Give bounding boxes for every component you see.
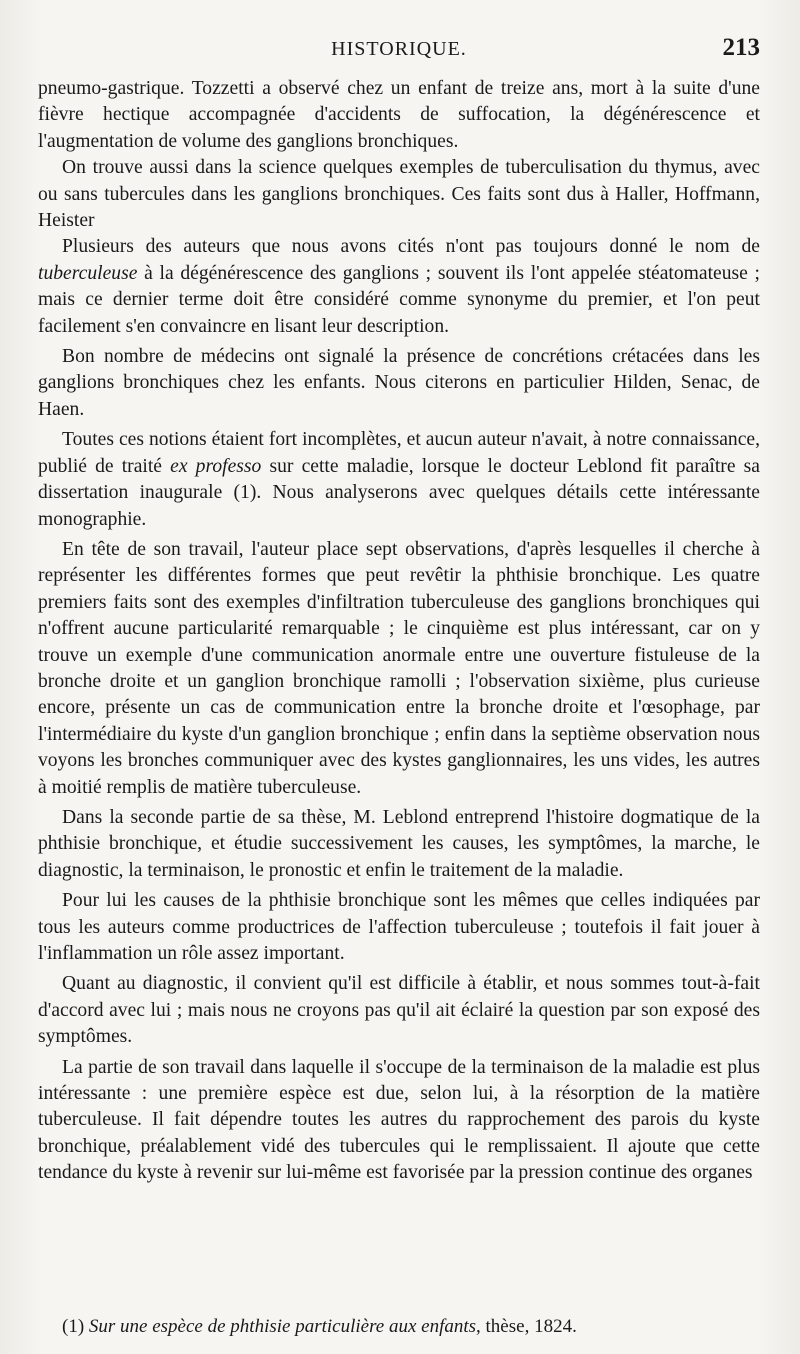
paragraph (38, 805, 760, 884)
text-run: Toutes ces notions étaient fort incomplètes, et aucun auteur n'avait, à notre connaissance, publié de traité (38, 429, 760, 477)
footnote (62, 1316, 760, 1338)
text-run: sur cette maladie, lorsque le docteur Leblond fit paraître sa dissertation inaugurale (1). Nous analyserons avec quelques détails cette intéressante monographie. (38, 455, 760, 530)
body-text (38, 76, 760, 1187)
paragraph (38, 234, 760, 340)
italic-text: tuberculeuse (38, 262, 138, 284)
paragraph (38, 427, 760, 533)
paragraph (38, 537, 760, 801)
footnote-marker: (1) (62, 1316, 89, 1337)
text-run: Quant au diagnostic, il convient qu'il est difficile à établir, et nous sommes tout-à-fait d'accord avec lui ; mais nous ne croyons pas qu'il ait éclairé la question par son exposé des symptômes. (38, 973, 760, 1048)
text-run: On trouve aussi dans la science quelques exemples de tuberculisation du thymus, avec ou sans tubercules dans les ganglions bronchiques. Ces faits sont dus à Haller, Hoffmann, Heister (38, 157, 760, 232)
footnote-rest: , thèse, 1824. (476, 1316, 577, 1337)
text-run: à la dégénérescence des ganglions ; souvent ils l'ont appelée stéatomateuse ; mais ce dernier terme doit être considéré comme synonyme du premier, et l'on peut facilement s'en convaincre en lisant leur description. (38, 262, 760, 337)
text-run: Bon nombre de médecins ont signalé la présence de concrétions crétacées dans les ganglions bronchiques chez les enfants. Nous citerons en particulier Hilden, Senac, de Haen. (38, 346, 760, 420)
text-run: La partie de son travail dans laquelle il s'occupe de la terminaison de la maladie est plus intéressante : une première espèce est due, selon lui, à la résorption de la matière tuberculeuse. Il fait dépendre toutes les autres du rapprochement des parois du kyste bronchique, préalablement vidé des tubercules qui le remplissaient. Il ajoute que cette tendance du kyste à revenir sur lui-même est favorisée par la pression continue des organes (38, 1056, 760, 1184)
page-number: 213 (722, 34, 760, 61)
paragraph (38, 155, 760, 234)
paragraph (38, 888, 760, 967)
paragraph (38, 76, 760, 155)
text-run: Plusieurs des auteurs que nous avons cités n'ont pas toujours donné le nom de (62, 236, 760, 258)
text-run: Pour lui les causes de la phthisie bronchique sont les mêmes que celles indiquées par tous les auteurs comme productrices de l'affection tuberculeuse ; toutefois il fait jouer à l'inflammation un rôle assez important. (38, 890, 760, 964)
paragraph (38, 344, 760, 423)
text-run: En tête de son travail, l'auteur place sept observations, d'après lesquelles il cherche à représenter les différentes formes que peut revêtir la phthisie bronchique. Les quatre premiers faits sont des exemples d'infiltration tuberculeuse des ganglions bronchiques qui n'offrent aucune particularité remarquable ; le cinquième est plus intéressant, car on y trouve un exemple d'une communication anormale entre une ouverture fistuleuse de la bronche droite et un ganglion bronchique ramolli ; l'observation sixième, plus curieuse encore, présente un cas de communication entre la bronche droite et l'œsophage, par l'intermédiaire du kyste d'un ganglion bronchique ; enfin dans la septième observation nous voyons les bronches communiquer avec des kystes ganglionnaires, les uns vides, les autres à moitié remplis de matière tuberculeuse. (38, 538, 760, 798)
text-run: pneumo-gastrique. Tozzetti a observé chez un enfant de treize ans, mort à la suite d'une fièvre hectique accompagnée d'accidents de suffocation, la dégénérescence et l'augmentation de volume des ganglions bronchiques. (38, 78, 760, 152)
text-run: Dans la seconde partie de sa thèse, M. Leblond entreprend l'histoire dogmatique de la phthisie bronchique, et étudie successivement les causes, les symptômes, la marche, le diagnostic, la terminaison, le pronostic et enfin le traitement de la maladie. (38, 806, 760, 881)
running-head: HISTORIQUE. (331, 38, 467, 60)
footnote-title: Sur une espèce de phthisie particulière aux enfants (88, 1316, 477, 1337)
page-header (38, 34, 760, 74)
paragraph (38, 1055, 760, 1187)
italic-text: ex professo (170, 455, 262, 477)
paragraph (38, 971, 760, 1050)
